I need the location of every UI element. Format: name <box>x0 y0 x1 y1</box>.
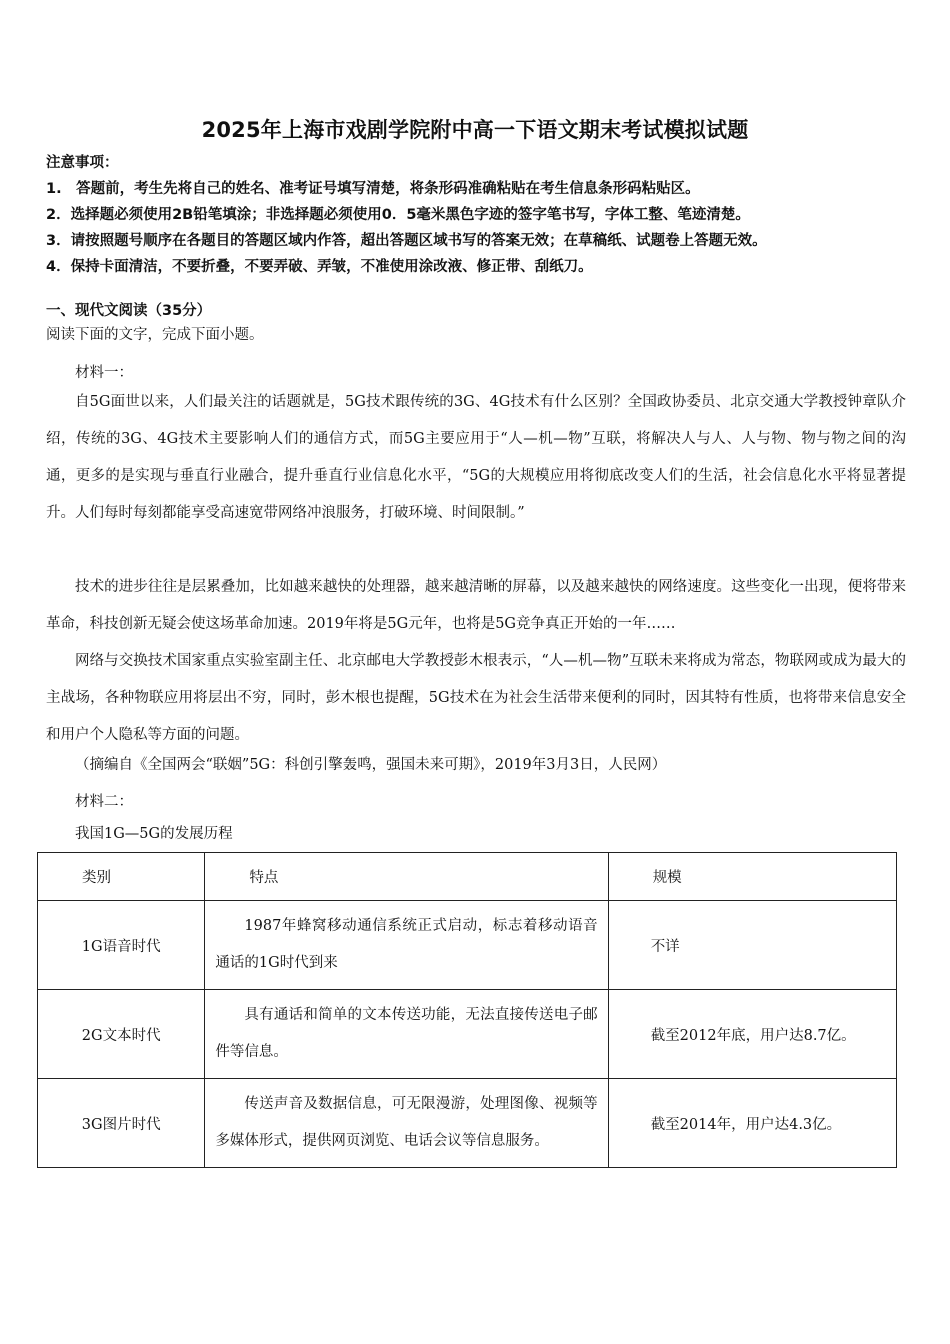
row-feature-text: 1987年蜂窝移动通信系统正式启动，标志着移动语音通话的1G时代到来 <box>215 918 598 971</box>
row-scale: 不详 <box>608 901 896 990</box>
table-caption: 我国1G—5G的发展历程 <box>75 826 233 842</box>
row-feature <box>205 990 608 1079</box>
row-scale: 截至2012年底，用户达8.7亿。 <box>608 990 896 1079</box>
material-1-paragraph-1: 自5G面世以来，人们最关注的话题就是，5G技术跟传统的3G、4G技术有什么区别？全国政协委员、北京交通大学教授钟章队介绍，传统的3G、4G技术主要影响人们的通信方式，而5G主要应用于“人—机—物”互联，将解决人与人、人与物、物与物之间的沟通，更多的是实现与垂直行业融合，提升垂直行业信息化水平，“5G的大规模应用将彻底改变人们的生活，社会信息化水平将显著提升。人们每时每刻都能享受高速宽带网络冲浪服务，打破环境、时间限制。” <box>46 394 906 521</box>
row-feature-text: 具有通话和简单的文本传送功能，无法直接传送电子邮件等信息。 <box>215 1007 598 1060</box>
notice-item-4: 4．保持卡面清洁，不要折叠，不要弄破、弄皱，不准使用涂改液、修正带、刮纸刀。 <box>46 259 593 275</box>
row-category: 2G文本时代 <box>38 990 205 1079</box>
material-1-paragraph-2: 技术的进步往往是层累叠加，比如越来越快的处理器，越来越清晰的屏幕，以及越来越快的网络速度。这些变化一出现，便将带来革命，科技创新无疑会使这场革命加速。2019年将是5G元年，也将是5G竞争真正开始的一年…… <box>46 579 906 632</box>
row-category: 1G语音时代 <box>38 901 205 990</box>
table-row <box>38 901 897 990</box>
table-row <box>38 1079 897 1168</box>
notice-heading: 注意事项： <box>46 155 119 171</box>
material-2-label: 材料二： <box>75 794 133 810</box>
row-category: 3G图片时代 <box>38 1079 205 1168</box>
table-row <box>38 990 897 1079</box>
notice-item-2: 2．选择题必须使用2B铅笔填涂；非选择题必须使用0．5毫米黑色字迹的签字笔书写，字体工整、笔迹清楚。 <box>46 207 750 223</box>
notice-item-1: 1. 答题前，考生先将自己的姓名、准考证号填写清楚，将条形码准确粘贴在考生信息条形码粘贴区。 <box>46 181 700 197</box>
row-feature <box>205 901 608 990</box>
row-feature-text: 传送声音及数据信息，可无限漫游，处理图像、视频等多媒体形式，提供网页浏览、电话会议等信息服务。 <box>215 1096 598 1149</box>
table-header-row <box>38 853 897 901</box>
row-scale: 截至2014年，用户达4.3亿。 <box>608 1079 896 1168</box>
notice-block <box>46 150 916 280</box>
development-table <box>37 852 897 1168</box>
section-heading: 一、现代文阅读（35分） <box>46 303 212 319</box>
header-feature: 特点 <box>205 853 608 901</box>
material-1-paragraph-3: 网络与交换技术国家重点实验室副主任、北京邮电大学教授彭木根表示，“人—机—物”互联未来将成为常态，物联网或成为最大的主战场，各种物联应用将层出不穷，同时，彭木根也提醒，5G技术在为社会生活带来便利的同时，因其特有性质，也将带来信息安全和用户个人隐私等方面的问题。 <box>46 653 906 743</box>
material-1-source: （摘编自《全国两会“联姻”5G：科创引擎轰鸣，强国未来可期》，2019年3月3日，人民网） <box>75 757 667 773</box>
notice-item-3: 3．请按照题号顺序在各题目的答题区域内作答，超出答题区域书写的答案无效；在草稿纸、试题卷上答题无效。 <box>46 233 767 249</box>
section-instruction: 阅读下面的文字，完成下面小题。 <box>46 327 264 343</box>
header-scale: 规模 <box>608 853 896 901</box>
row-feature <box>205 1079 608 1168</box>
header-category: 类别 <box>38 853 205 901</box>
material-1-label: 材料一： <box>75 365 133 381</box>
page-title: 2025年上海市戏剧学院附中高一下语文期末考试模拟试题 <box>201 118 749 142</box>
